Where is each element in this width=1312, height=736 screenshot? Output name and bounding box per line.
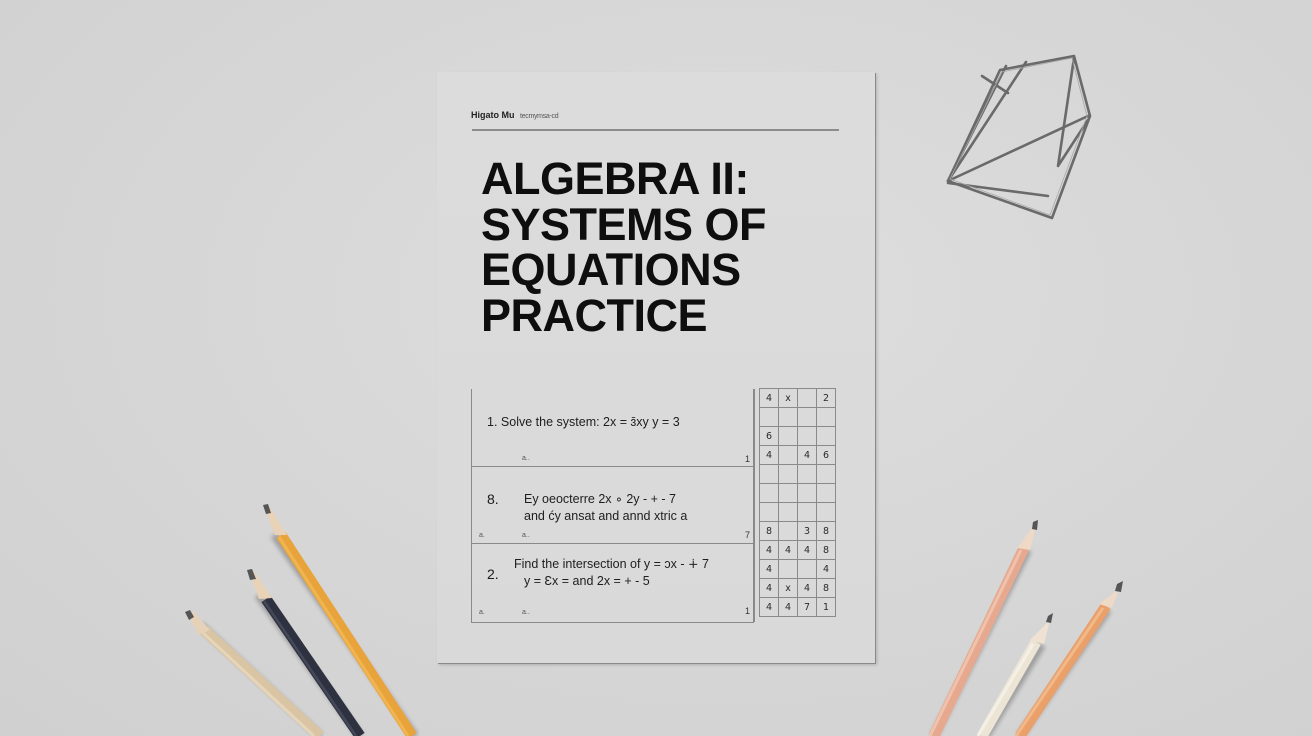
worksheet-title	[481, 153, 841, 341]
answer-grid	[759, 388, 836, 617]
grid-cell	[817, 465, 836, 484]
grid-cell	[779, 503, 798, 522]
grid-cell	[760, 408, 779, 427]
grid-cell	[779, 560, 798, 579]
problem-text-line: Ey oeocterre 2x ∘ 2y - + - 7	[524, 492, 676, 506]
grid-cell: 2	[817, 389, 836, 408]
grid-cell: 4	[760, 560, 779, 579]
left-pencils-group	[180, 495, 420, 736]
problem-text-line: Find the intersection of y = ɔx - ∔ 7	[514, 557, 709, 571]
grid-cell: 4	[760, 579, 779, 598]
grid-cell: 4	[760, 598, 779, 617]
problem-right-label: 1	[744, 454, 750, 464]
grid-cell	[779, 465, 798, 484]
grid-cell: 4	[798, 446, 817, 465]
worksheet-paper	[437, 72, 875, 663]
paperclip-icon	[940, 48, 1095, 223]
grid-cell: 6	[760, 427, 779, 446]
problems-box	[471, 389, 754, 623]
grid-cell	[798, 427, 817, 446]
grid-row	[760, 560, 836, 579]
grid-cell: 3	[798, 522, 817, 541]
problem-footer-mark: a.	[479, 532, 485, 539]
grid-cell: 1	[817, 598, 836, 617]
natural-wood-pencil	[185, 610, 320, 736]
header-brand: Higato Mu	[471, 110, 515, 120]
problem-item	[472, 389, 754, 467]
problems-right-divider	[753, 389, 755, 622]
grid-cell	[798, 389, 817, 408]
title-line-4: PRACTICE	[481, 289, 708, 341]
grid-cell	[798, 503, 817, 522]
problem-footer-mark: a.	[479, 609, 485, 616]
problem-item	[472, 543, 754, 622]
grid-cell: 4	[760, 541, 779, 560]
problem-text-line: y = Ɛx = and 2x = + - 5	[524, 574, 650, 588]
grid-row	[760, 484, 836, 503]
grid-cell: 8	[817, 522, 836, 541]
grid-row	[760, 541, 836, 560]
header-subtitle: tecmymsa-cd	[520, 113, 559, 120]
grid-cell	[817, 503, 836, 522]
grid-cell	[760, 503, 779, 522]
problem-footer-mark: a..	[522, 455, 530, 462]
title-line-1: ALGEBRA II:	[481, 153, 749, 204]
grid-cell	[798, 465, 817, 484]
grid-cell	[798, 408, 817, 427]
grid-cell	[779, 484, 798, 503]
grid-cell: 8	[760, 522, 779, 541]
grid-row	[760, 408, 836, 427]
grid-row	[760, 446, 836, 465]
grid-cell: x	[779, 389, 798, 408]
grid-cell	[798, 560, 817, 579]
peach-pencil	[930, 520, 1038, 736]
header-divider	[472, 129, 839, 131]
title-line-2: SYSTEMS OF	[481, 198, 767, 250]
grid-cell: 8	[817, 541, 836, 560]
grid-row	[760, 389, 836, 408]
grid-row	[760, 465, 836, 484]
problem-number: 8.	[487, 491, 499, 507]
grid-cell	[817, 408, 836, 427]
grid-cell	[779, 522, 798, 541]
grid-cell: 4	[817, 560, 836, 579]
grid-cell	[779, 427, 798, 446]
right-pencils-group	[920, 510, 1140, 736]
problem-footer-mark: a..	[522, 532, 530, 539]
grid-row	[760, 598, 836, 617]
problem-item	[472, 466, 754, 544]
grid-row	[760, 503, 836, 522]
problem-footer-mark: a..	[522, 609, 530, 616]
grid-row	[760, 427, 836, 446]
grid-cell: 8	[817, 579, 836, 598]
problem-number: 1.	[487, 415, 498, 429]
grid-row	[760, 522, 836, 541]
grid-cell	[798, 484, 817, 503]
grid-cell: 4	[798, 579, 817, 598]
title-line-3: EQUATIONS	[481, 244, 741, 295]
problem-text-line: Solve the system: 2x = ɜ̄xy y = 3	[500, 415, 680, 429]
black-pencil	[247, 569, 360, 736]
grid-cell	[760, 465, 779, 484]
grid-cell	[817, 484, 836, 503]
grid-cell: 4	[760, 446, 779, 465]
grid-cell: 4	[779, 541, 798, 560]
grid-cell: x	[779, 579, 798, 598]
grid-cell: 6	[817, 446, 836, 465]
grid-cell: 4	[798, 541, 817, 560]
grid-cell	[779, 446, 798, 465]
worksheet-header	[471, 110, 558, 120]
problem-number: 2.	[487, 566, 499, 582]
grid-cell	[779, 408, 798, 427]
grid-cell: 7	[798, 598, 817, 617]
grid-cell: 4	[760, 389, 779, 408]
grid-cell: 4	[779, 598, 798, 617]
grid-row	[760, 579, 836, 598]
grid-cell	[817, 427, 836, 446]
grid-cell	[760, 484, 779, 503]
problem-right-label: 1	[744, 606, 750, 616]
problem-text-line: and ćy ansat and annd xtric a	[524, 509, 688, 523]
problem-right-label: 7	[744, 530, 750, 540]
